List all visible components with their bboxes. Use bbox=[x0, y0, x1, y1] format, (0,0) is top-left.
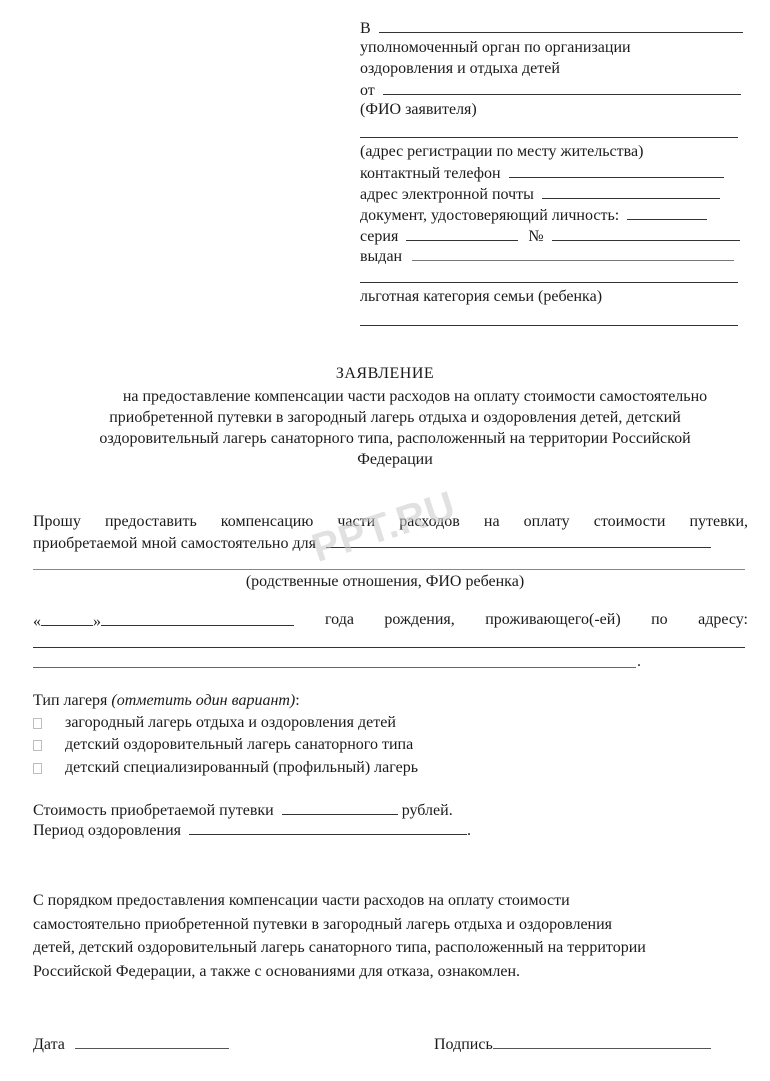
benefit-category-field[interactable] bbox=[360, 325, 738, 326]
subtitle-line-3: оздоровительный лагерь санаторного типа, расположенный на территории Российской bbox=[99, 430, 691, 447]
id-document-row bbox=[360, 204, 707, 226]
phone-field[interactable] bbox=[509, 162, 724, 178]
camp-option-label: детский специализированный (профильный) лагерь bbox=[65, 759, 419, 776]
birth-row bbox=[33, 610, 748, 632]
camp-type-heading bbox=[33, 691, 300, 711]
address-field[interactable] bbox=[360, 137, 738, 138]
issued-row bbox=[360, 245, 734, 267]
birth-text: года рождения, проживающего(-ей) по адресу: bbox=[325, 611, 748, 628]
series-field[interactable] bbox=[406, 225, 518, 241]
birth-day-field[interactable] bbox=[41, 610, 93, 626]
acknowledgement-paragraph bbox=[33, 889, 748, 983]
quote-close: » bbox=[93, 613, 101, 630]
subtitle-line-2: приобретенной путевки в загородный лагерь отдыха и оздоровления детей, детский bbox=[109, 409, 681, 426]
from-row bbox=[360, 79, 741, 101]
authority-line-1: уполномоченный орган по организации bbox=[360, 39, 631, 56]
issued-label: выдан bbox=[360, 248, 403, 265]
document-title: ЗАЯВЛЕНИЕ bbox=[335, 365, 435, 382]
request-line-2 bbox=[33, 532, 711, 554]
authority-line-2: оздоровления и отдыха детей bbox=[360, 60, 560, 77]
camp-type-label: Тип лагеря bbox=[33, 692, 112, 709]
to-prefix: В bbox=[360, 20, 371, 37]
camp-option-label: детский оздоровительный лагерь санаторного типа bbox=[65, 736, 414, 753]
subtitle-line-1: на предоставление компенсации части расходов на оплату стоимости самостоятельно bbox=[122, 388, 708, 405]
notice-line-3: детей, детский оздоровительный лагерь санаторного типа, расположенный на территории bbox=[33, 939, 646, 956]
benefit-category-label: льготная категория семьи (ребенка) bbox=[360, 288, 603, 305]
to-field[interactable] bbox=[379, 17, 743, 33]
notice-line-4: Российской Федерации, а также с основаниями для отказа, ознакомлен. bbox=[33, 962, 521, 980]
issued-field[interactable] bbox=[412, 245, 734, 261]
series-label: серия bbox=[360, 228, 399, 245]
request-line-1: Прошу предоставить компенсацию части расходов на оплату стоимости путевки, bbox=[33, 513, 748, 530]
signature-row bbox=[434, 1033, 711, 1055]
applicant-name-field[interactable] bbox=[383, 79, 741, 95]
watermark: PPT.RU bbox=[306, 483, 462, 571]
checkbox-icon[interactable] bbox=[33, 763, 42, 774]
notice-line-2: самостоятельно приобретенной путевки в загородный лагерь отдыха и оздоровления bbox=[33, 915, 613, 933]
date-label: Дата bbox=[33, 1036, 65, 1053]
period-row bbox=[33, 819, 471, 841]
birth-month-year-field[interactable] bbox=[101, 610, 294, 626]
signature-field[interactable] bbox=[493, 1033, 711, 1049]
number-field[interactable] bbox=[552, 225, 740, 241]
number-label: № bbox=[528, 228, 544, 245]
period-label: Период оздоровления bbox=[33, 822, 181, 839]
email-field[interactable] bbox=[542, 183, 720, 199]
address-end: . bbox=[637, 653, 641, 670]
period-suffix: . bbox=[466, 822, 471, 839]
phone-row bbox=[360, 162, 724, 184]
child-name-field[interactable] bbox=[33, 569, 745, 570]
id-document-label: документ, удостоверяющий личность: bbox=[360, 207, 620, 224]
camp-type-hint: (отметить один вариант) bbox=[111, 692, 296, 709]
to-row bbox=[360, 17, 743, 39]
camp-type-colon: : bbox=[295, 692, 300, 709]
camp-option-label: загородный лагерь отдыха и оздоровления детей bbox=[65, 714, 396, 731]
signature-label: Подпись bbox=[434, 1036, 493, 1053]
request-line-2-prefix: приобретаемой мной самостоятельно для bbox=[33, 535, 316, 552]
email-row bbox=[360, 183, 720, 205]
cost-row bbox=[33, 799, 453, 821]
child-caption: (родственные отношения, ФИО ребенка) bbox=[245, 573, 525, 590]
checkbox-icon[interactable] bbox=[33, 740, 42, 751]
cost-label: Стоимость приобретаемой путевки bbox=[33, 802, 274, 819]
applicant-name-caption: (ФИО заявителя) bbox=[360, 101, 477, 118]
subtitle-line-4: Федерации bbox=[357, 451, 433, 468]
child-relation-field[interactable] bbox=[326, 532, 711, 548]
checkbox-icon[interactable] bbox=[33, 718, 42, 729]
document-subtitle bbox=[40, 386, 750, 470]
residence-address-field-continued[interactable] bbox=[33, 667, 636, 668]
residence-address-field[interactable] bbox=[33, 647, 745, 648]
from-prefix: от bbox=[360, 82, 375, 99]
email-label: адрес электронной почты bbox=[360, 186, 534, 203]
phone-label: контактный телефон bbox=[360, 165, 501, 182]
period-field[interactable] bbox=[189, 819, 467, 835]
cost-field[interactable] bbox=[282, 799, 398, 815]
cost-suffix: рублей. bbox=[401, 802, 453, 819]
series-number-row bbox=[360, 225, 740, 247]
notice-line-1: С порядком предоставления компенсации части расходов на оплату стоимости bbox=[33, 892, 570, 909]
issued-field-continued[interactable] bbox=[360, 282, 738, 283]
quote-open: « bbox=[33, 613, 41, 630]
address-caption: (адрес регистрации по месту жительства) bbox=[360, 143, 644, 160]
date-field[interactable] bbox=[75, 1033, 229, 1049]
date-row bbox=[33, 1033, 229, 1055]
id-document-field[interactable] bbox=[627, 204, 707, 220]
